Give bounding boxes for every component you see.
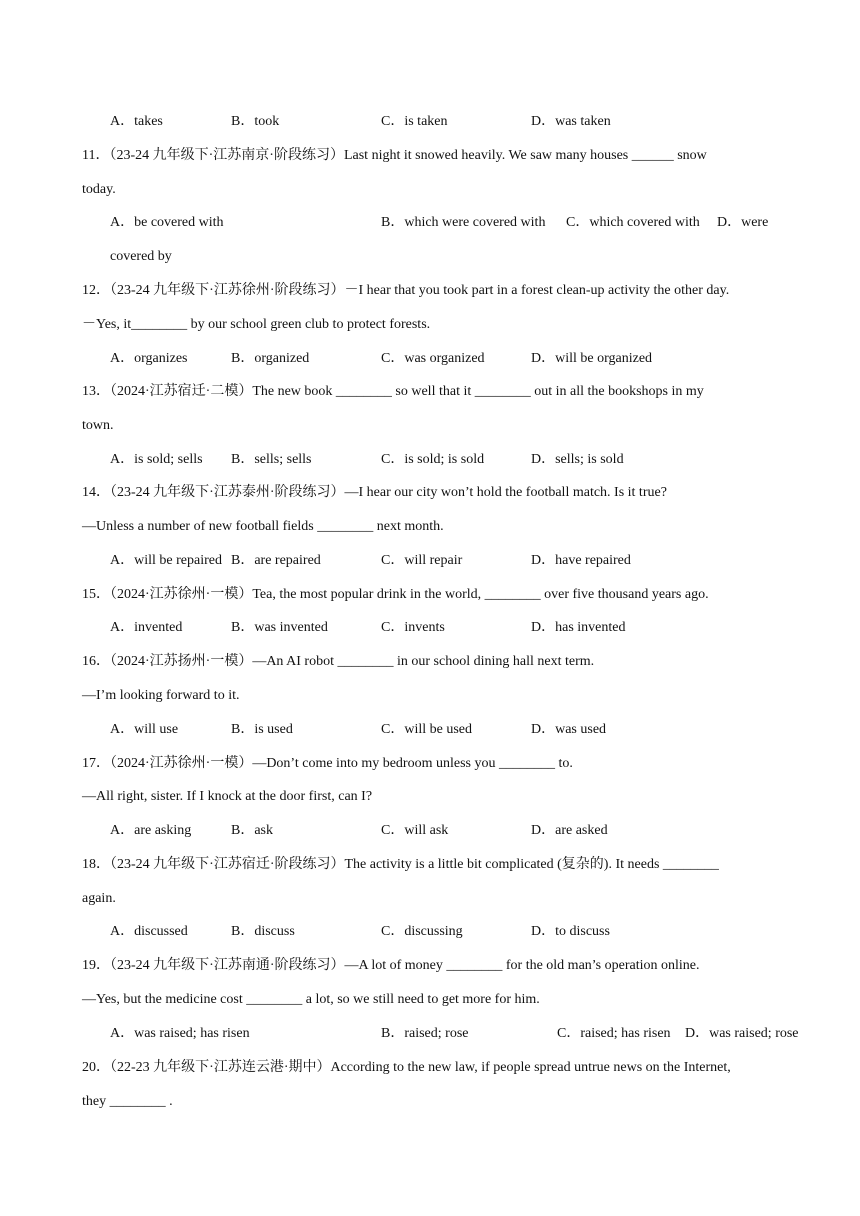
option-a: A．takes (110, 114, 163, 129)
q19-stem-line2: —Yes, but the medicine cost ________ a lot, so we still need to get more for him. (82, 992, 540, 1007)
q17-options (110, 821, 790, 841)
option-a: A．are asking (110, 823, 192, 838)
option-b: B．are repaired (231, 553, 321, 568)
option-c: C．was organized (381, 351, 485, 366)
q16-options (110, 720, 790, 740)
option-c: C．raised; has risen (557, 1026, 671, 1041)
q13-stem-line1: 13．（2024·江苏宿迁·二模）The new book ________ so well that it ________ out in all the bookshops in my (82, 384, 704, 399)
option-b: B．raised; rose (381, 1026, 469, 1041)
q20-stem-line2: they ________ . (82, 1094, 173, 1109)
option-d: D．was raised; rose (685, 1026, 799, 1041)
option-c: C．discussing (381, 924, 463, 939)
option-a: A．be covered with (110, 215, 224, 230)
q11-stem-line2: today. (82, 182, 116, 197)
option-d: D．was used (531, 722, 607, 737)
option-a: A．organizes (110, 351, 188, 366)
option-a: A．will be repaired (110, 553, 222, 568)
q18-options (110, 922, 790, 942)
option-a: A．discussed (110, 924, 188, 939)
q11-option-d-cont: covered by (110, 249, 172, 264)
q18-stem-line1: 18．（23-24 九年级下·江苏宿迁·阶段练习）The activity is a little bit complicated (复杂的). It needs ________ (82, 857, 719, 872)
option-a: A．invented (110, 620, 183, 635)
q15-stem-line1: 15．（2024·江苏徐州·一模）Tea, the most popular drink in the world, ________ over five thousand years ago. (82, 587, 709, 602)
q14-stem-line2: —Unless a number of new football fields ________ next month. (82, 519, 444, 534)
q11-stem-line1: 11．（23-24 九年级下·江苏南京·阶段练习）Last night it snowed heavily. We saw many houses ______ snow (82, 148, 707, 163)
option-b: B．ask (231, 823, 273, 838)
option-b: B．sells; sells (231, 452, 312, 467)
option-c: C．which covered with (566, 215, 700, 230)
q12-options (110, 349, 790, 369)
q10-options (110, 112, 790, 132)
option-c: C．will ask (381, 823, 449, 838)
q16-stem-line1: 16．（2024·江苏扬州·一模）—An AI robot ________ in our school dining hall next term. (82, 654, 595, 669)
q17-stem-line1: 17．（2024·江苏徐州·一模）—Don’t come into my bedroom unless you ________ to. (82, 756, 573, 771)
option-c: C．will repair (381, 553, 463, 568)
q18-stem-line2: again. (82, 891, 116, 906)
q19-options (110, 1024, 799, 1044)
q11-options (110, 213, 790, 233)
q20-stem-line1: 20．（22-23 九年级下·江苏连云港·期中）According to the new law, if people spread untrue news on the Internet, (82, 1060, 731, 1075)
option-d: D．has invented (531, 620, 626, 635)
option-c: C．invents (381, 620, 445, 635)
option-b: B．is used (231, 722, 293, 737)
q12-stem-line1: 12．（23-24 九年级下·江苏徐州·阶段练习）－I hear that you took part in a forest clean-up activity the other day. (82, 283, 730, 298)
q13-stem-line2: town. (82, 418, 114, 433)
option-a: A．is sold; sells (110, 452, 203, 467)
option-a: A．was raised; has risen (110, 1026, 250, 1041)
q19-stem-line1: 19．（23-24 九年级下·江苏南通·阶段练习）—A lot of money ________ for the old man’s operation online. (82, 958, 700, 973)
option-c: C．is sold; is sold (381, 452, 485, 467)
option-d: D．was taken (531, 114, 611, 129)
option-b: B．was invented (231, 620, 328, 635)
q15-options (110, 618, 790, 638)
option-b: B．discuss (231, 924, 295, 939)
option-d: D．have repaired (531, 553, 631, 568)
option-b: B．which were covered with (381, 215, 546, 230)
option-b: B．took (231, 114, 280, 129)
option-c: C．will be used (381, 722, 472, 737)
q14-options (110, 551, 790, 571)
option-c: C．is taken (381, 114, 448, 129)
option-d: D．sells; is sold (531, 452, 624, 467)
option-d: D．to discuss (531, 924, 610, 939)
option-d: D．will be organized (531, 351, 653, 366)
q12-stem-line2: －Yes, it________ by our school green club to protect forests. (82, 317, 431, 332)
q14-stem-line1: 14．（23-24 九年级下·江苏泰州·阶段练习）—I hear our city won’t hold the football match. Is it true? (82, 485, 667, 500)
q13-options (110, 450, 790, 470)
q17-stem-line2: —All right, sister. If I knock at the door first, can I? (82, 789, 373, 804)
option-d: D．were (717, 215, 769, 230)
option-b: B．organized (231, 351, 310, 366)
option-a: A．will use (110, 722, 179, 737)
q16-stem-line2: —I’m looking forward to it. (82, 688, 240, 703)
option-d: D．are asked (531, 823, 608, 838)
